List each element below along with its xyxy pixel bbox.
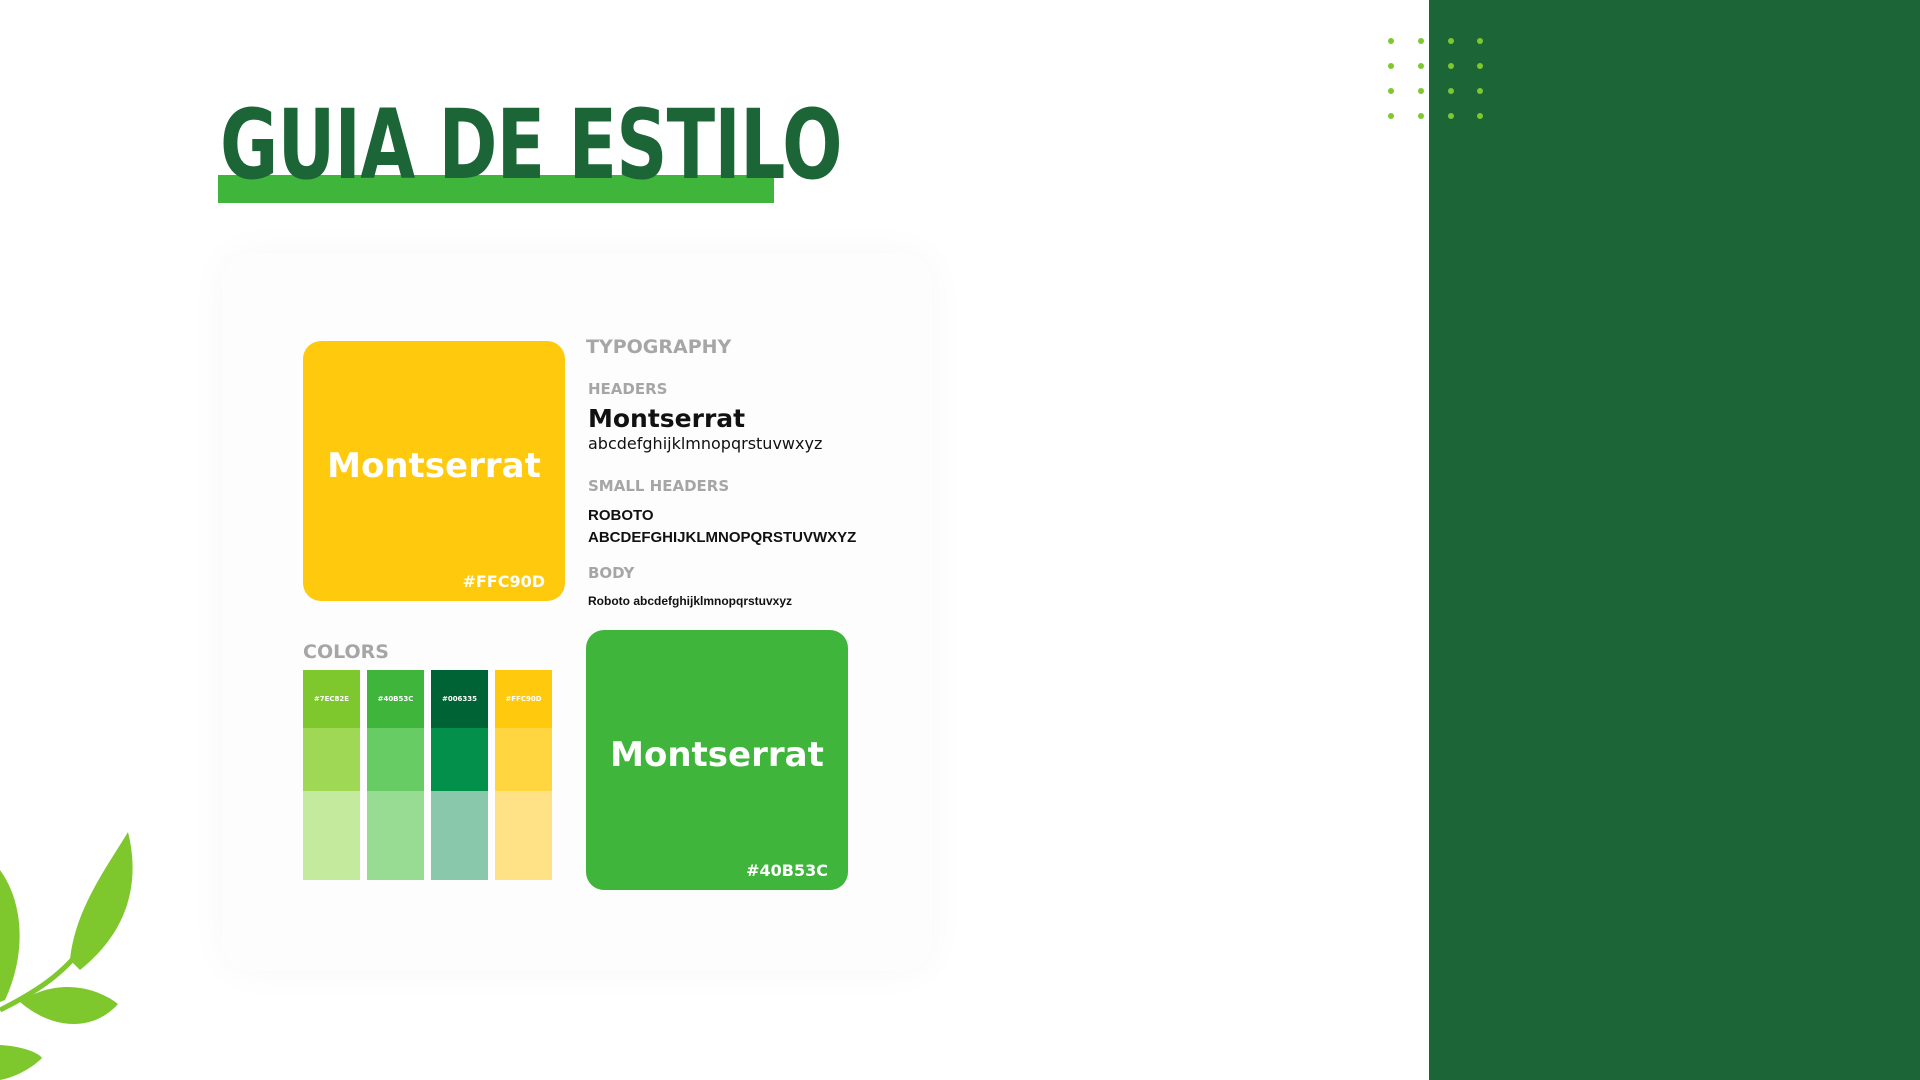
- palette-tone: [303, 791, 360, 880]
- headers-alphabet: abcdefghijklmnopqrstuvwxyz: [588, 434, 823, 453]
- dot: [1388, 88, 1394, 94]
- yellow-font-sample: [303, 341, 565, 601]
- palette-column: [367, 670, 424, 880]
- leaf-bottom-icon: [0, 1045, 42, 1080]
- palette-tone: [431, 791, 488, 880]
- page-title-block: [218, 89, 842, 203]
- palette-tone: [367, 728, 424, 791]
- dot-grid-decoration: [1388, 38, 1498, 138]
- green-sample-hex: #40B53C: [746, 861, 828, 880]
- dot: [1388, 63, 1394, 69]
- palette-column: [495, 670, 552, 880]
- dot: [1477, 38, 1483, 44]
- palette-column: [431, 670, 488, 880]
- green-sample-label: Montserrat: [610, 735, 824, 775]
- palette-tone: [303, 728, 360, 791]
- dot: [1477, 88, 1483, 94]
- dot: [1448, 88, 1454, 94]
- small-headers-alphabet: ABCDEFGHIJKLMNOPQRSTUVWXYZ: [588, 529, 857, 546]
- palette-tone: [495, 728, 552, 791]
- palette-column: [303, 670, 360, 880]
- leaf-upper-icon: [70, 832, 133, 970]
- yellow-sample-hex: #FFC90D: [462, 572, 545, 591]
- dot: [1388, 113, 1394, 119]
- small-headers-font-name: ROBOTO: [588, 507, 654, 524]
- dot: [1388, 38, 1394, 44]
- palette-tone: [495, 791, 552, 880]
- palette-tone: [431, 728, 488, 791]
- dot: [1418, 38, 1424, 44]
- small-headers-label: SMALL HEADERS: [588, 477, 730, 495]
- palette-hex-label: #006335: [431, 670, 488, 728]
- leaf-branch-icon: [0, 820, 150, 1080]
- dot: [1477, 63, 1483, 69]
- typography-title: TYPOGRAPHY: [586, 336, 732, 358]
- dot: [1418, 63, 1424, 69]
- headers-label: HEADERS: [588, 380, 668, 398]
- palette-hex-label: #40B53C: [367, 670, 424, 728]
- body-sample-text: Roboto abcdefghijklmnopqrstuvxyz: [588, 594, 793, 608]
- dot: [1418, 88, 1424, 94]
- colors-title: COLORS: [303, 641, 389, 663]
- body-label: BODY: [588, 564, 635, 582]
- right-green-panel: [1429, 0, 1920, 1080]
- page-title: GUIA DE ESTILO: [220, 89, 842, 201]
- green-font-sample: [586, 630, 848, 890]
- dot: [1418, 113, 1424, 119]
- leaf-left-icon: [0, 870, 20, 1002]
- dot: [1477, 113, 1483, 119]
- palette-tone: [367, 791, 424, 880]
- headers-font-name: Montserrat: [588, 404, 746, 433]
- palette-hex-label: #FFC90D: [495, 670, 552, 728]
- dot: [1448, 113, 1454, 119]
- yellow-sample-label: Montserrat: [327, 446, 541, 486]
- palette-hex-label: #7EC82E: [303, 670, 360, 728]
- dot: [1448, 38, 1454, 44]
- dot: [1448, 63, 1454, 69]
